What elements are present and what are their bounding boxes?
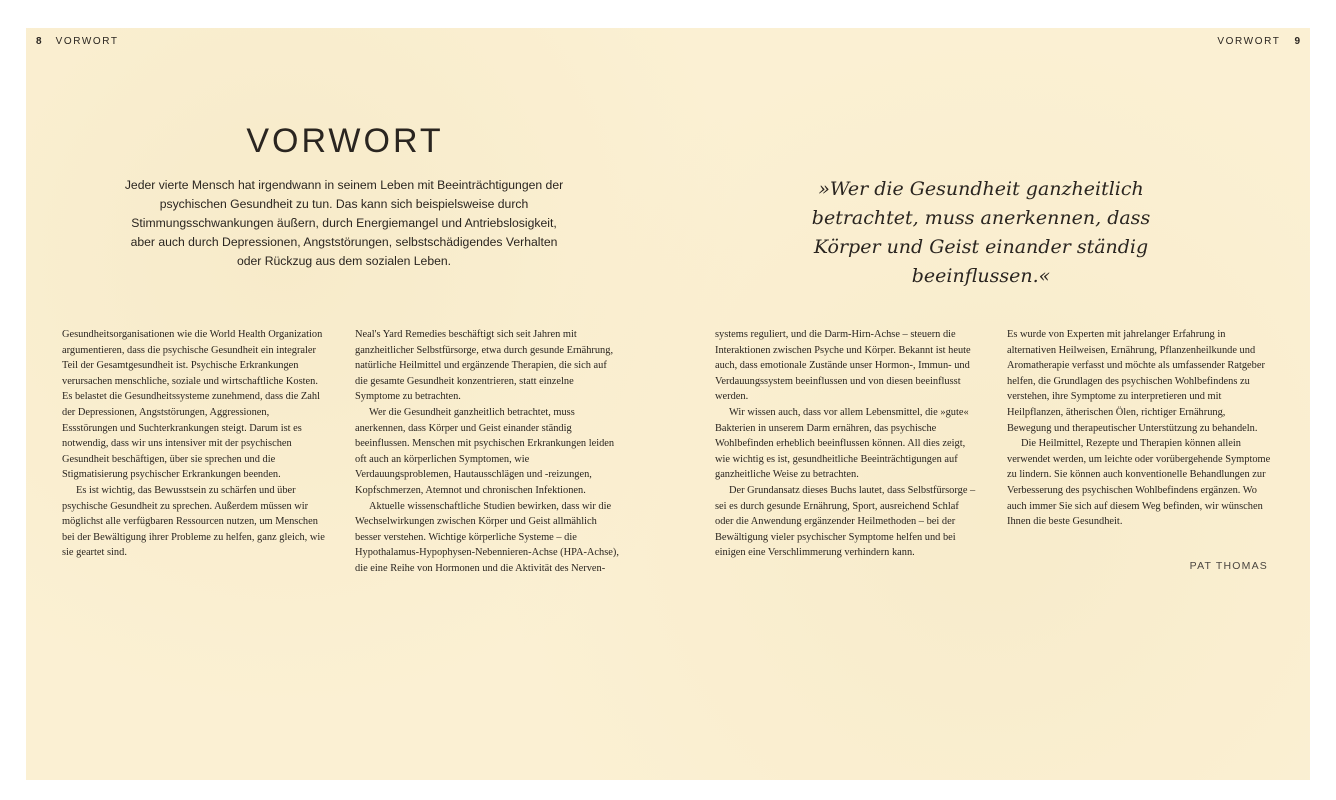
paragraph: Die Heilmittel, Rezepte und Therapien können allein verwendet werden, um leichte oder vorübergehende Symptome zu lindern. Sie können auch konventionelle Behandlungen zur Verbesserung des psychischen Wohlbefindens ergänzen. Wo auch immer Sie sich auf diesem Weg befinden, wir wünschen Ihnen die beste Gesundheit. bbox=[1007, 438, 1271, 528]
text-column-3 bbox=[715, 327, 979, 561]
running-header-left bbox=[36, 36, 119, 47]
paragraph: Der Grundansatz dieses Buchs lautet, dass Selbstfürsorge – sei es durch gesunde Ernährung, Sport, ausreichend Schlaf oder die Anwendung ergänzender Heilmethoden – bei der Bewältigung vieler psychischer Symptome helfen und bei einigen eine Verschlimmerung verhindern kann. bbox=[715, 484, 976, 559]
paragraph: Aktuelle wissenschaftliche Studien bewirken, dass wir die Wechselwirkungen zwischen Körper und Geist allmählich besser verstehen. Wichtige körperliche Systeme – die Hypothalamus-Hypophysen-Nebennieren-Achse (HPA-Achse), die eine Reihe von Hormonen und die Aktivität des Nerven- bbox=[355, 500, 619, 574]
paragraph: systems reguliert, und die Darm-Hirn-Achse – steuern die Interaktionen zwischen Psyche und Körper. Bekannt ist heute auch, dass emotionale Zustände unser Hormon-, Immun- und Verdauungssystem beeinflussen und von diesen beeinflusst werden. bbox=[715, 329, 971, 403]
paragraph: Es ist wichtig, das Bewusstsein zu schärfen und über psychische Gesundheit zu sprechen. Außerdem müssen wir möglichst alle verfügbaren Ressourcen nutzen, um Menschen bei der Bewältigung ihrer Probleme zu helfen, ganz gleich, wie sie geartet sind. bbox=[62, 484, 325, 559]
running-title-right: VORWORT bbox=[1217, 36, 1281, 47]
text-column-4 bbox=[1007, 327, 1271, 530]
paragraph: Es wurde von Experten mit jahrelanger Erfahrung in alternativen Heilweisen, Ernährung, Pflanzenheilkunde und Aromatherapie verfasst und möchte als umfassender Ratgeber helfen, die Grundlagen des psychischen Wohlbefindens zu verstehen, ihre Symptome zu interpretieren und mit Heilpflanzen, ätherischen Ölen, richtiger Ernährung, Bewegung und therapeutischer Unterstützung zu behandeln. bbox=[1007, 329, 1265, 434]
running-title-left: VORWORT bbox=[55, 36, 119, 47]
paragraph: Wir wissen auch, dass vor allem Lebensmittel, die »gute« Bakterien in unserem Darm ernähren, das psychische Wohlbefinden erheblich beeinflussen können. All dies zeigt, wie wichtig es ist, gesundheitliche Beeinträchtigungen auf ganzheitliche Weise zu betrachten. bbox=[715, 406, 969, 481]
chapter-title: VORWORT bbox=[246, 122, 444, 160]
running-header-right bbox=[1217, 36, 1300, 47]
text-column-1 bbox=[62, 327, 326, 561]
page-number-left: 8 bbox=[36, 36, 42, 47]
page-number-right: 9 bbox=[1294, 36, 1300, 47]
paragraph: Gesundheitsorganisationen wie die World Health Organization argumentieren, dass die psychische Gesundheit ein integraler Teil der Gesamtgesundheit ist. Psychische Erkrankungen verursachen menschliche, soziale und wirtschaftliche Kosten. Es belastet die Gesundheitssysteme zunehmend, dass die Zahl der Depressionen, Angststörungen, Aggressionen, Essstörungen und Suchterkrankungen steigt. Darum ist es notwendig, dass wir uns intensiver mit der psychischen Gesundheit beschäftigen, über sie sprechen und die Stigmatisierung psychischer Erkrankungen beenden. bbox=[62, 329, 323, 481]
paragraph: Wer die Gesundheit ganzheitlich betrachtet, muss anerkennen, dass Körper und Geist einander ständig beeinflussen. Menschen mit psychischen Erkrankungen leiden oft auch an körperlichen Symptomen, wie Verdauungsproblemen, Hautausschlägen und -reizungen, Kopfschmerzen, Atemnot und chronischen Infektionen. bbox=[355, 406, 615, 496]
intro-paragraph: Jeder vierte Mensch hat irgendwann in seinem Leben mit Beeinträchtigungen der psychischen Gesundheit zu tun. Das kann sich beispielsweise durch Stimmungsschwankungen äußern, durch Energiemangel und Antriebslosigkeit, aber auch durch Depressionen, Angststörungen, selbstschädigendes Verhalten oder Rückzug aus dem sozialen Leben. bbox=[124, 178, 564, 268]
text-column-2 bbox=[355, 327, 619, 577]
author-signature: PAT THOMAS bbox=[1189, 560, 1268, 572]
paragraph: Neal's Yard Remedies beschäftigt sich seit Jahren mit ganzheitlicher Selbstfürsorge, etwa durch gesunde Ernährung, natürliche Heilmittel und ergänzende Therapien, die sich auf die gesamte Gesundheit konzentrieren, statt einzelne Symptome zu betrachten. bbox=[355, 329, 614, 403]
pull-quote: »Wer die Gesundheit ganzheitlich betrachtet, muss anerkennen, dass Körper und Geist einander ständig beeinflussen.« bbox=[811, 178, 1151, 287]
